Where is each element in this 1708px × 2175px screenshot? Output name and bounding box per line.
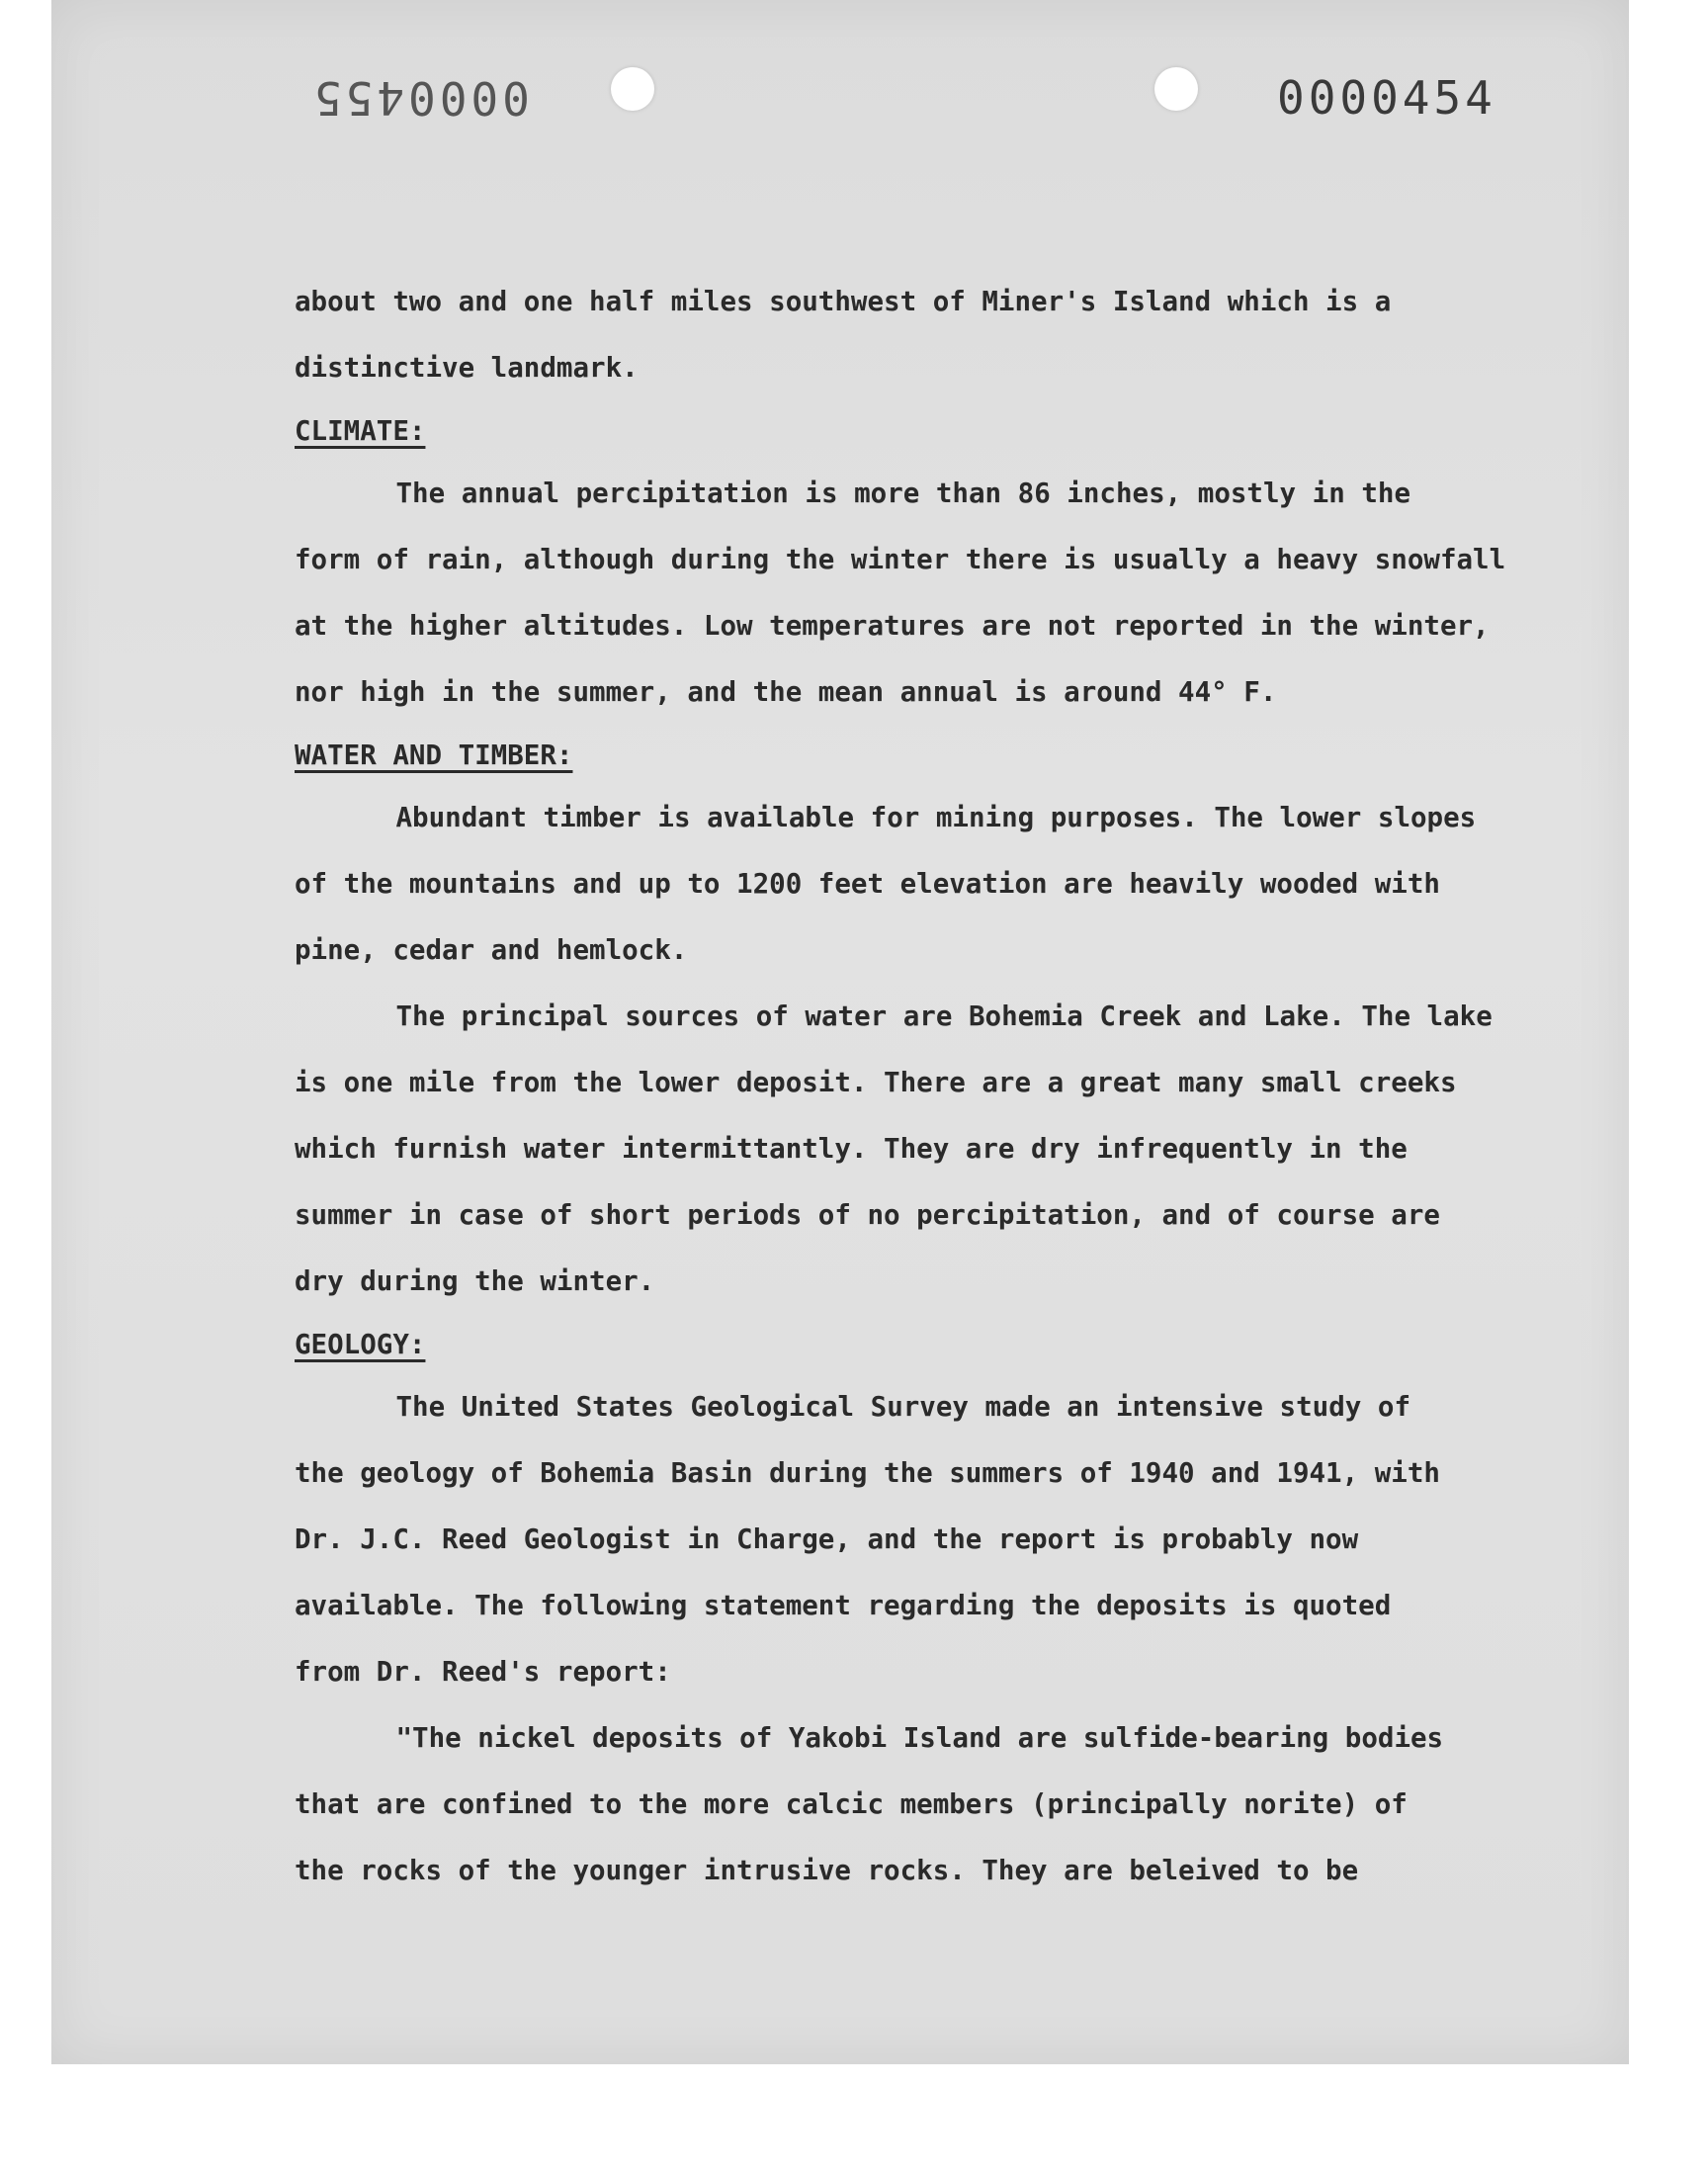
section-heading: CLIMATE: bbox=[295, 415, 426, 447]
text-line: dry during the winter. bbox=[295, 1265, 655, 1297]
text-line: The principal sources of water are Bohemia Creek and Lake. The lake bbox=[395, 1000, 1493, 1032]
text-line: is one mile from the lower deposit. There are a great many small creeks bbox=[295, 1067, 1457, 1098]
section-heading: WATER AND TIMBER: bbox=[295, 740, 573, 771]
page-number-stamp: 0000454 bbox=[1277, 71, 1496, 125]
text-line: available. The following statement regarding the deposits is quoted bbox=[295, 1590, 1392, 1621]
document-body bbox=[295, 269, 1530, 1904]
section-heading: GEOLOGY: bbox=[295, 1329, 426, 1360]
text-line: Dr. J.C. Reed Geologist in Charge, and the report is probably now bbox=[295, 1523, 1359, 1555]
text-line: form of rain, although during the winter there is usually a heavy snowfall bbox=[295, 544, 1506, 575]
text-line: The annual percipitation is more than 86 inches, mostly in the bbox=[395, 478, 1410, 509]
text-line: that are confined to the more calcic members (principally norite) of bbox=[295, 1788, 1408, 1820]
text-line: of the mountains and up to 1200 feet elevation are heavily wooded with bbox=[295, 868, 1440, 900]
punch-hole-left bbox=[611, 67, 654, 111]
text-line: at the higher altitudes. Low temperatures are not reported in the winter, bbox=[295, 610, 1490, 642]
text-line: summer in case of short periods of no percipitation, and of course are bbox=[295, 1199, 1440, 1231]
page-number-stamp-bleed-through: 0000455 bbox=[310, 71, 530, 125]
text-line: which furnish water intermittantly. They are dry infrequently in the bbox=[295, 1133, 1408, 1165]
text-line: the rocks of the younger intrusive rocks. They are beleived to be bbox=[295, 1855, 1359, 1886]
text-line: about two and one half miles southwest of Miner's Island which is a bbox=[295, 286, 1392, 317]
text-line: Abundant timber is available for mining purposes. The lower slopes bbox=[395, 802, 1477, 833]
text-line: the geology of Bohemia Basin during the summers of 1940 and 1941, with bbox=[295, 1457, 1440, 1489]
text-line: from Dr. Reed's report: bbox=[295, 1656, 671, 1688]
text-line: pine, cedar and hemlock. bbox=[295, 934, 688, 966]
text-line: The United States Geological Survey made an intensive study of bbox=[395, 1391, 1410, 1423]
text-line: nor high in the summer, and the mean annual is around 44° F. bbox=[295, 676, 1277, 708]
text-line: distinctive landmark. bbox=[295, 352, 639, 384]
text-line: "The nickel deposits of Yakobi Island are sulfide-bearing bodies bbox=[395, 1722, 1444, 1754]
punch-hole-right bbox=[1154, 67, 1198, 111]
